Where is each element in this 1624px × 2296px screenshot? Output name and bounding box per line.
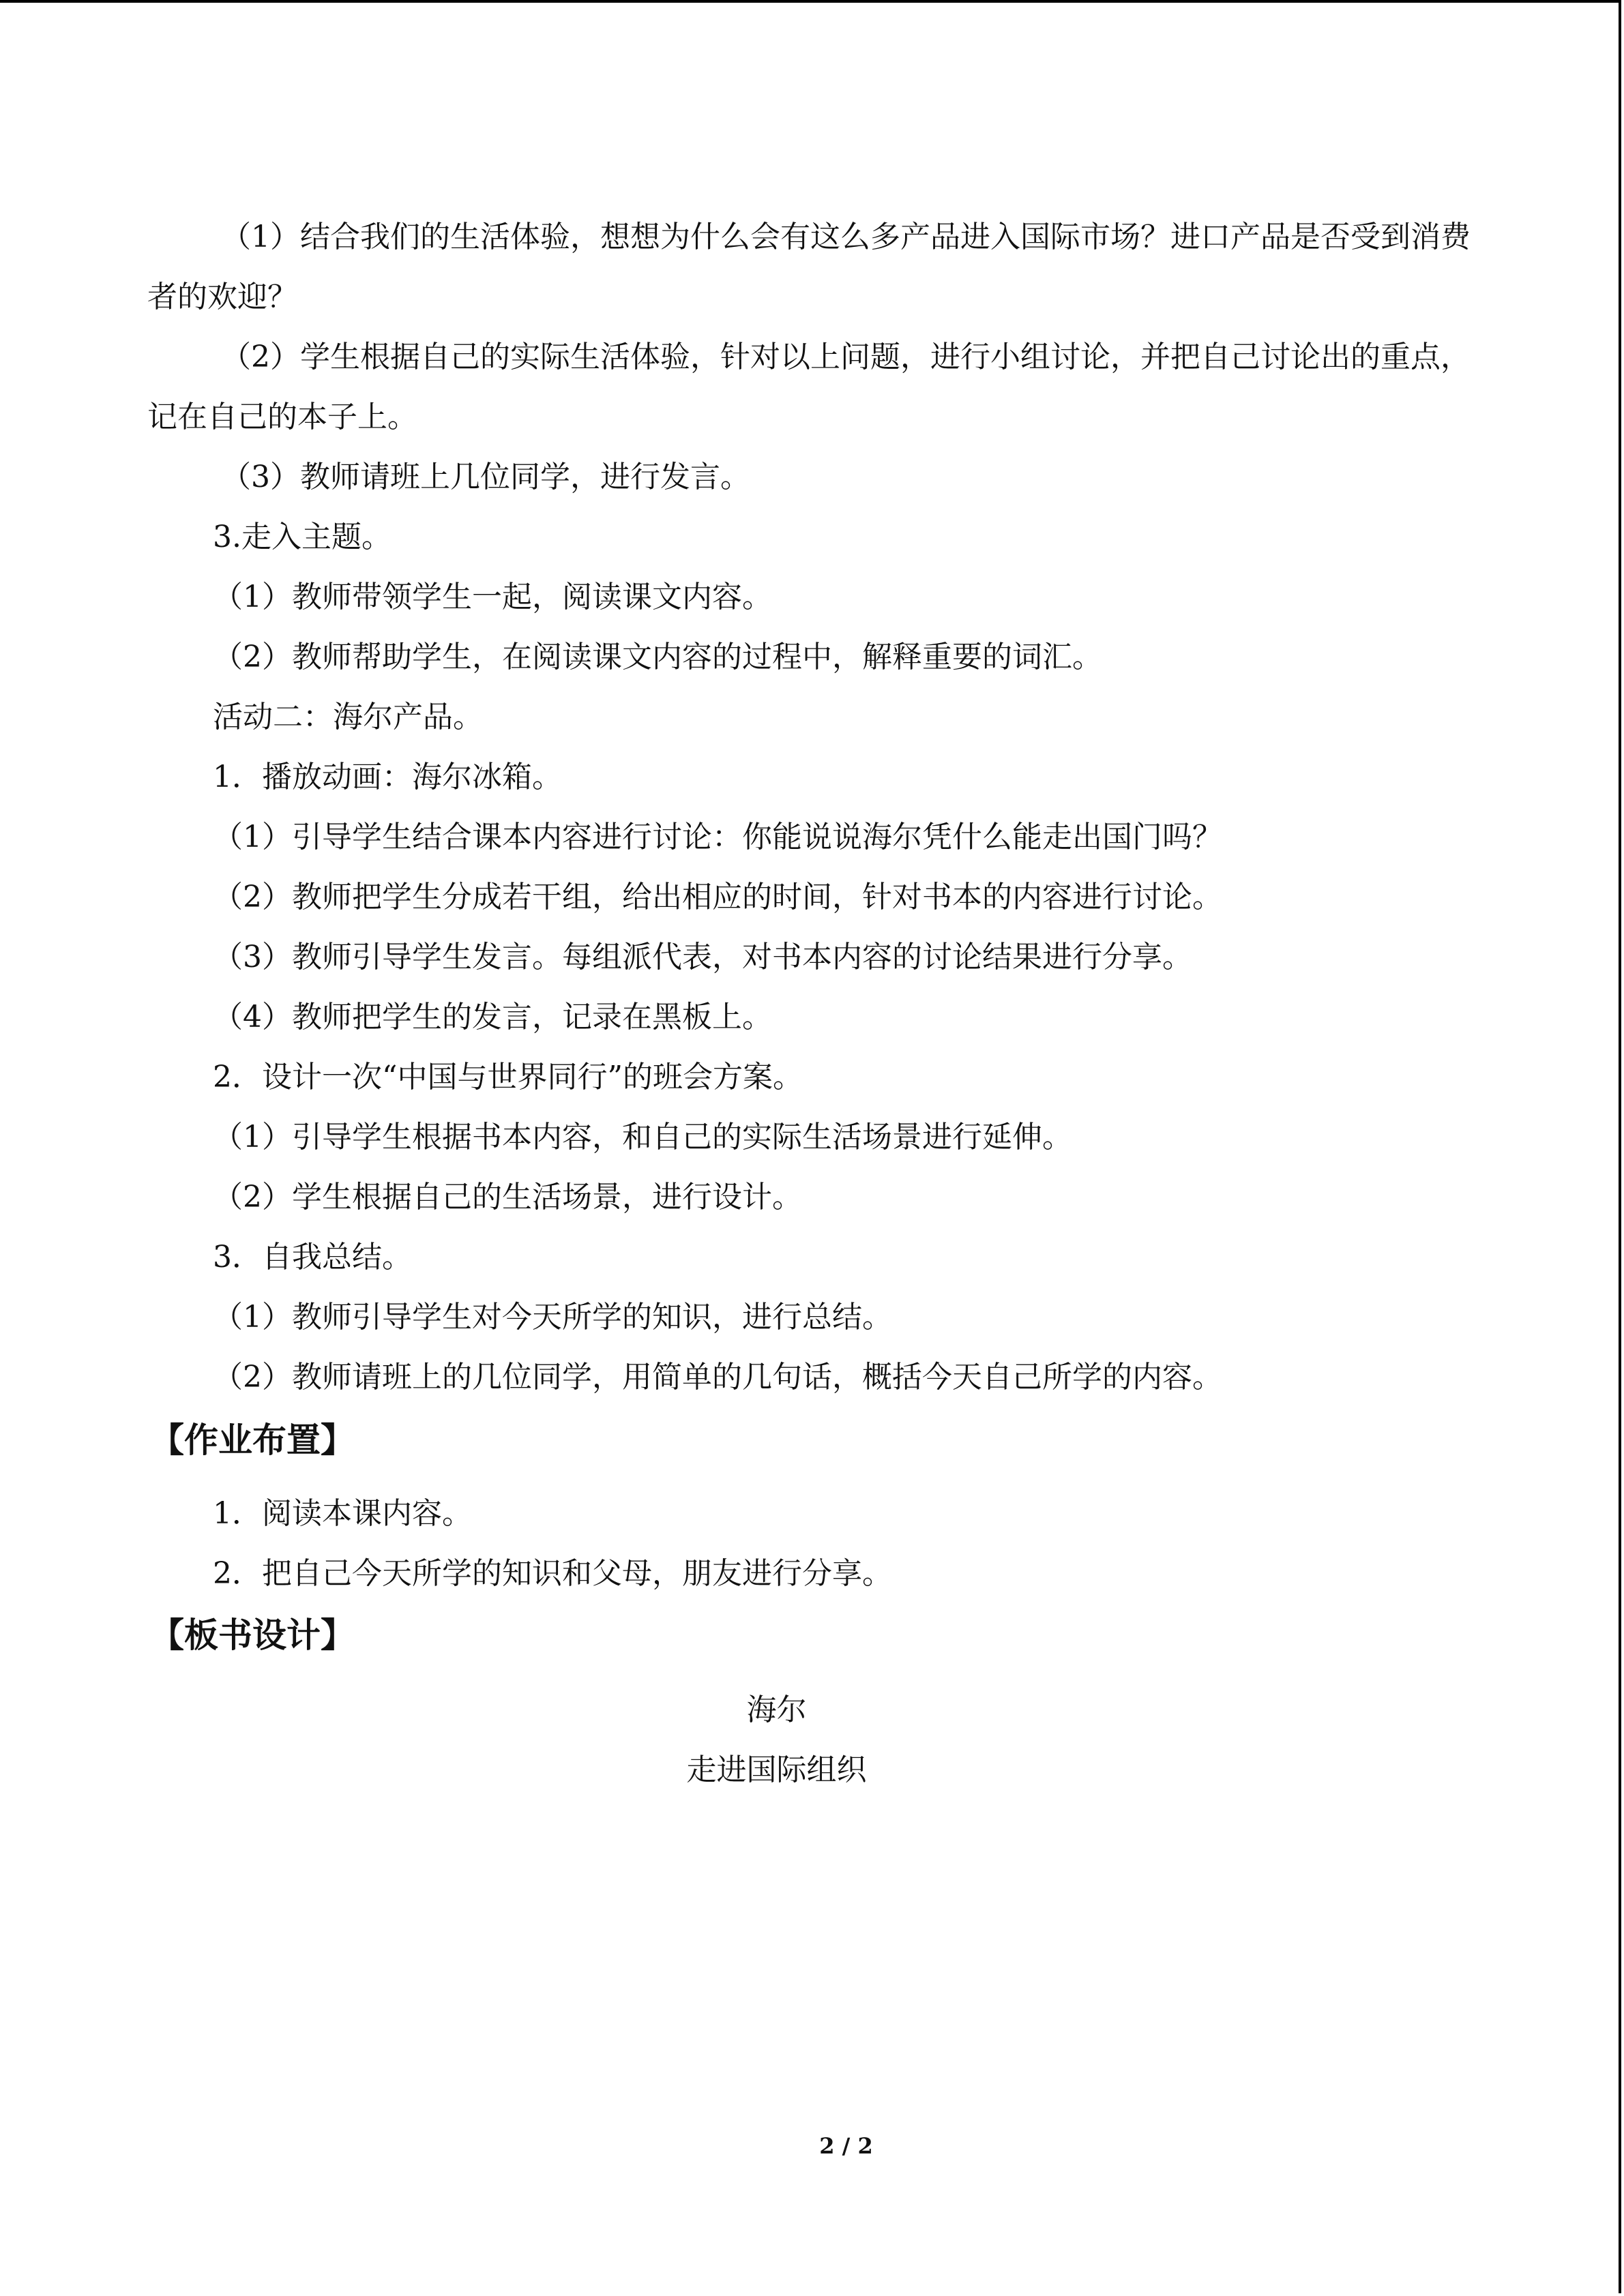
paragraph-13: 2．设计一次“中国与世界同行”的班会方案。 (213, 1060, 803, 1094)
paragraph-11: （3）教师引导学生发言。每组派代表，对书本内容的讨论结果进行分享。 (213, 940, 1192, 974)
paragraph-6: （2）教师帮助学生，在阅读课文内容的过程中，解释重要的词汇。 (213, 640, 1102, 674)
homework-item: 2．把自己今天所学的知识和父母，朋友进行分享。 (213, 1556, 892, 1591)
step-heading-3: 3.走入主题。 (213, 520, 392, 554)
paragraph-8: 1．播放动画：海尔冰箱。 (213, 760, 562, 794)
paragraph-3: （3）教师请班上几位同学，进行发言。 (221, 460, 750, 494)
page-number: 2 / 2 (819, 2133, 873, 2159)
document-body (147, 207, 1474, 1800)
homework-item: 1．阅读本课内容。 (213, 1496, 472, 1531)
board-line: 海尔 (746, 1693, 807, 1727)
activity-two-heading: 活动二：海尔产品。 (213, 700, 483, 734)
board-line: 走进国际组织 (686, 1753, 867, 1787)
paragraph-15: （2）学生根据自己的生活场景，进行设计。 (213, 1180, 802, 1214)
homework-heading: 【作业布置】 (150, 1420, 355, 1460)
paragraph-17: （1）教师引导学生对今天所学的知识，进行总结。 (213, 1300, 892, 1335)
paragraph-1: （1）结合我们的生活体验，想想为什么会有这么多产品进入国际市场？进口产品是否受到消费者的欢迎？ (147, 220, 1471, 314)
paragraph-18: （2）教师请班上的几位同学，用简单的几句话，概括今天自己所学的内容。 (213, 1360, 1222, 1395)
paragraph-5: （1）教师带领学生一起，阅读课文内容。 (213, 580, 772, 614)
board-design-heading: 【板书设计】 (150, 1615, 355, 1655)
paragraph-14: （1）引导学生根据书本内容，和自己的实际生活场景进行延伸。 (213, 1120, 1072, 1154)
paragraph-16: 3．自我总结。 (213, 1240, 412, 1274)
paragraph-2: （2）学生根据自己的实际生活体验，针对以上问题，进行小组讨论，并把自己讨论出的重点，记在自己的本子上。 (147, 340, 1471, 434)
paragraph-9: （1）引导学生结合课本内容进行讨论：你能说说海尔凭什么能走出国门吗？ (213, 820, 1222, 854)
paragraph-12: （4）教师把学生的发言，记录在黑板上。 (213, 1000, 772, 1034)
paragraph-10: （2）教师把学生分成若干组，给出相应的时间，针对书本的内容进行讨论。 (213, 880, 1222, 914)
